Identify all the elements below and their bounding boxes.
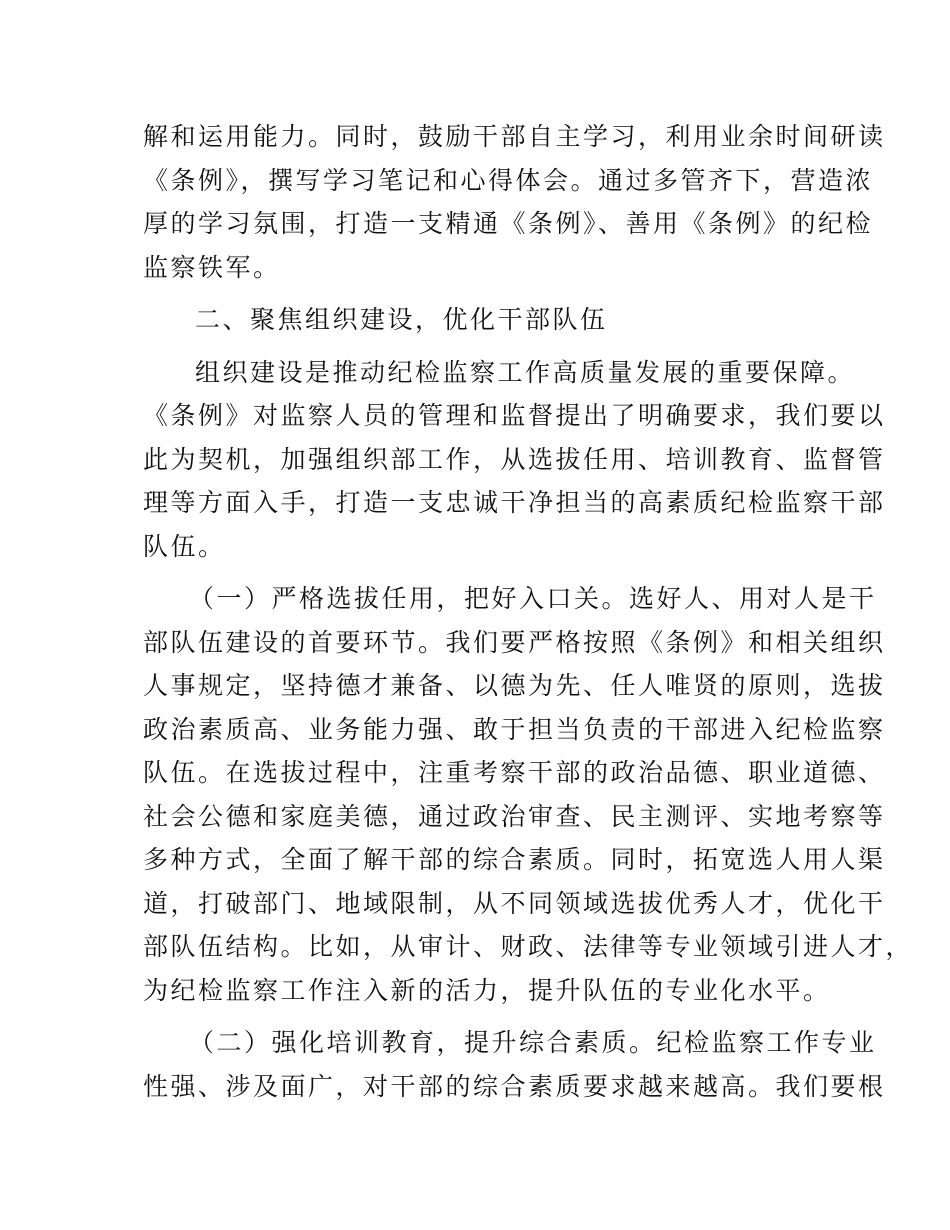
text-line: 性强、涉及面广，对干部的综合素质要求越来越高。我们要根 <box>143 1071 886 1101</box>
text-line: 《条例》对监察人员的管理和监督提出了明确要求，我们要以 <box>143 401 886 430</box>
section-heading <box>143 298 823 342</box>
text-line: 为纪检监察工作注入新的活力，提升队伍的专业化水平。 <box>143 975 831 1005</box>
subheading-text-line: （二）强化培训教育，提升综合素质。纪检监察工作专业 <box>189 1028 877 1057</box>
text-line: 解和运用能力。同时，鼓励干部自主学习，利用业余时间研读 <box>143 122 886 151</box>
text-line: 理等方面入手，打造一支忠诚干净担当的高素质纪检监察干部 <box>143 488 886 517</box>
text-line: 组织建设是推动纪检监察工作高质量发展的重要保障。 <box>195 357 856 387</box>
heading-text: 二、聚焦组织建设，优化干部队伍 <box>195 305 608 334</box>
text-line: 多种方式，全面了解干部的综合素质。同时，拓宽选人用人渠 <box>143 845 886 874</box>
text-line: 监察铁军。 <box>143 252 281 282</box>
text-line: 此为契机，加强组织部工作，从选拔任用、培训教育、监督管 <box>143 444 886 474</box>
text-line: 队伍。在选拔过程中，注重考察干部的政治品德、职业道德、 <box>143 758 886 787</box>
paragraph-continuation <box>143 115 886 289</box>
paragraph <box>143 351 886 569</box>
text-line: 政治素质高、业务能力强、敢于担当负责的干部进入纪检监察 <box>143 714 886 744</box>
paragraph <box>143 577 914 1012</box>
subheading-text-line: （一）严格选拔任用，把好入口关。选好人、用对人是干 <box>189 584 877 613</box>
text-line: 社会公德和家庭美德，通过政治审查、民主测评、实地考察等 <box>143 801 886 831</box>
text-line: 道，打破部门、地域限制，从不同领域选拔优秀人才，优化干 <box>143 888 886 918</box>
text-line: 《条例》，撰写学习笔记和心得体会。通过多管齐下，营造浓 <box>143 165 874 195</box>
text-line: 厚的学习氛围，打造一支精通《条例》、善用《条例》的纪检 <box>143 209 874 238</box>
text-line: 部队伍结构。比如，从审计、财政、法律等专业领域引进人才， <box>143 932 914 961</box>
paragraph <box>143 1021 886 1108</box>
text-line: 队伍。 <box>143 531 226 561</box>
document-body <box>143 115 914 1108</box>
text-line: 部队伍建设的首要环节。我们要严格按照《条例》和相关组织 <box>143 627 886 657</box>
text-line: 人事规定，坚持德才兼备、以德为先、任人唯贤的原则，选拔 <box>143 671 886 700</box>
